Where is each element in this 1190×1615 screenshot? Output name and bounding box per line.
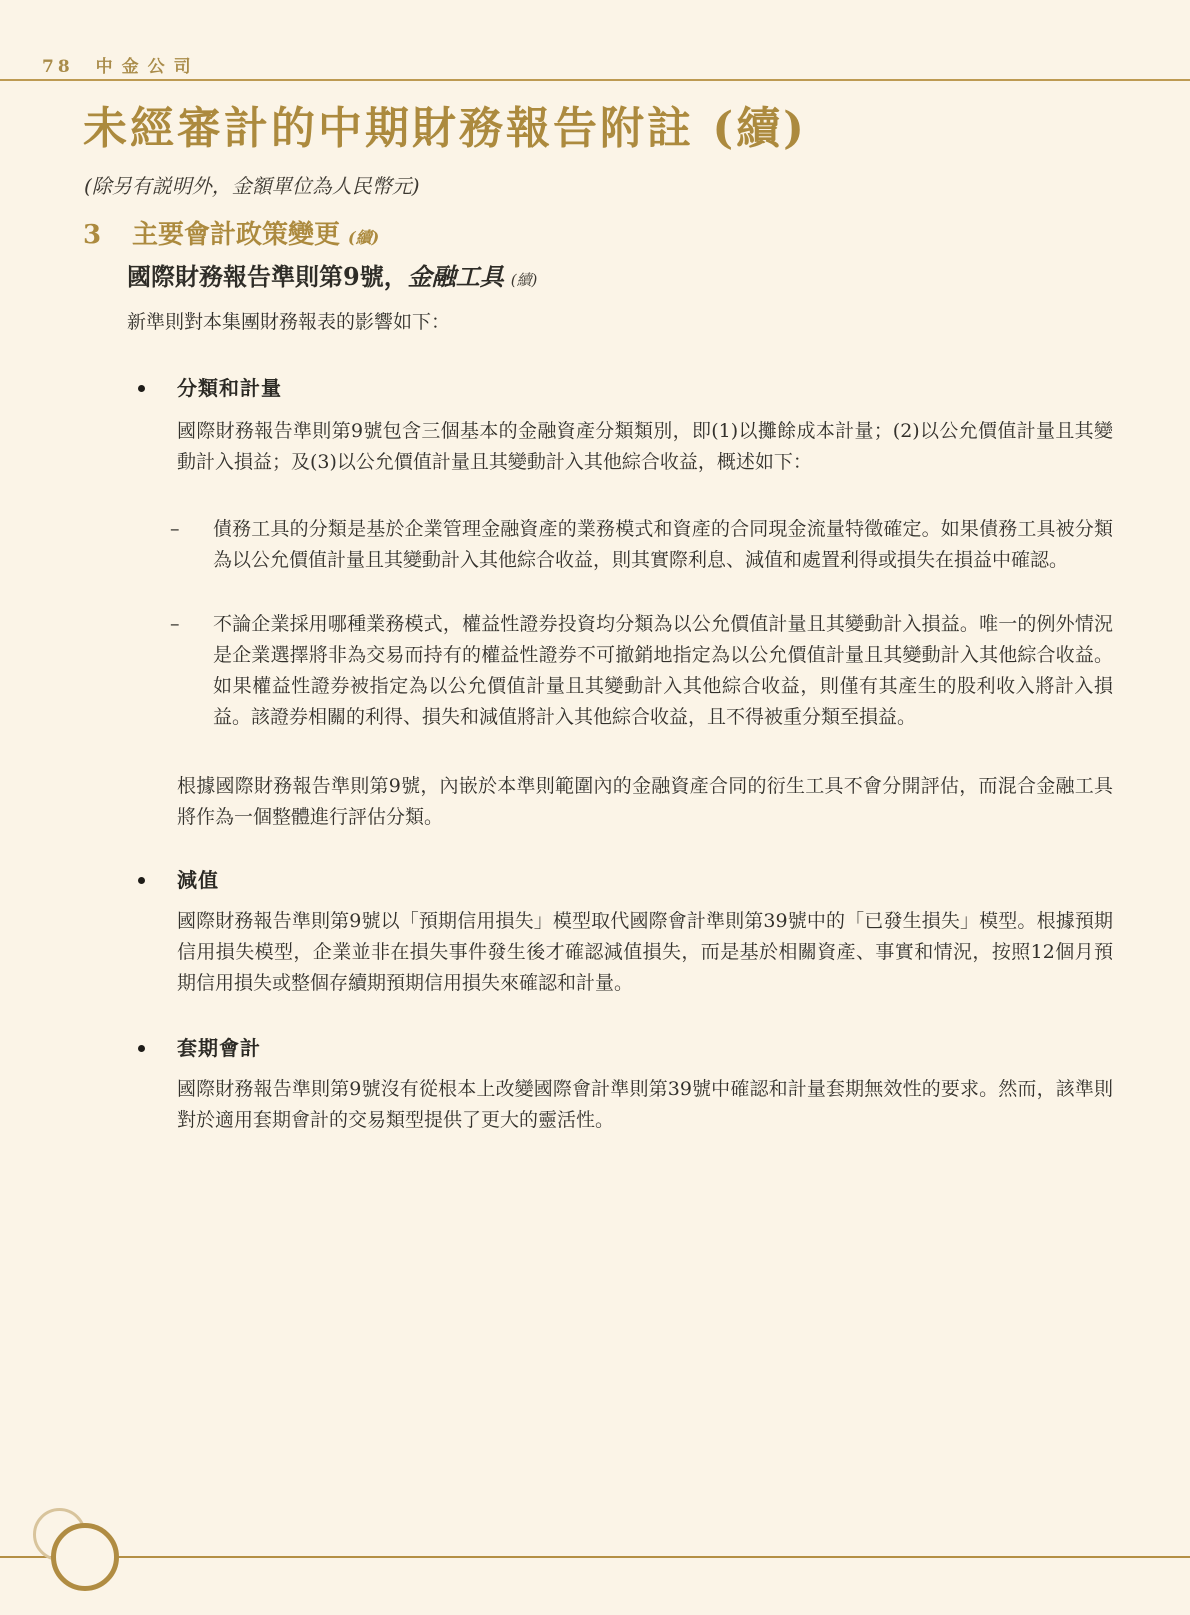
page-number: 78 [42,57,74,77]
section-continued-label: (續) [348,228,380,247]
bullet-icon [138,385,145,392]
subsection-title-regular: 國際財務報告準則第9號， [127,262,408,291]
dash-item-text: 債務工具的分類是基於企業管理金融資產的業務模式和資產的合同現金流量特徵確定。如果債務工具被分類為以公允價值計量且其變動計入其他綜合收益，則其實際利息、減值和處置利得或損失在損益中確認。 [213,518,1113,571]
dash-icon: – [170,613,180,635]
dash-item-debt-instruments [170,514,1113,576]
section-title: 主要會計政策變更 [132,220,341,250]
paragraph-impairment: 國際財務報告準則第9號以「預期信用損失」模型取代國際會計準則第39號中的「已發生損失」模型。根據預期信用損失模型，企業並非在損失事件發生後才確認減值損失，而是基於相關資產、事實和情況，按照12個月預期信用損失或整個存續期預期信用損失來確認和計量。 [177,910,1113,994]
currency-note: (除另有説明外，金額單位為人民幣元) [84,174,420,198]
subsection-heading [127,261,537,296]
dash-item-text: 不論企業採用哪種業務模式，權益性證券投資均分類為以公允價值計量且其變動計入損益。唯一的例外情況是企業選擇將非為交易而持有的權益性證券不可撤銷地指定為以公允價值計量且其變動計入其他綜合收益。如果權益性證券被指定為以公允價值計量且其變動計入其他綜合收益，則僅有其產生的股利收入將計入損益。該證券相關的利得、損失和減值將計入其他綜合收益，且不得被重分類至損益。 [213,613,1113,728]
bullet-icon [138,877,145,884]
bullet-heading-hedge-accounting: 套期會計 [177,1036,261,1060]
bullet-heading-impairment: 減值 [177,868,219,892]
intro-text: 新準則對本集團財務報表的影響如下： [127,311,451,333]
section-heading [83,218,379,255]
paragraph-hedge-accounting: 國際財務報告準則第9號沒有從根本上改變國際會計準則第39號中確認和計量套期無效性的要求。然而，該準則對於適用套期會計的交易類型提供了更大的靈活性。 [177,1078,1113,1131]
section-number: 3 [83,220,102,250]
subsection-title-italic: 金融工具 [407,262,504,291]
footer-rule [0,1556,1190,1558]
header-rule [0,79,1190,81]
dash-icon: – [170,518,180,540]
dash-item-equity-securities [170,609,1113,733]
company-name: 中金公司 [95,57,200,77]
document-title: 未經審計的中期財務報告附註 (續) [83,103,807,154]
bullet-icon [138,1045,145,1052]
decorative-circle-dark-icon [51,1523,119,1591]
bullet-heading-classification: 分類和計量 [177,376,282,400]
page-header [42,52,200,77]
paragraph-classification-closing: 根據國際財務報告準則第9號，內嵌於本準則範圍內的金融資產合同的衍生工具不會分開評估，而混合金融工具將作為一個整體進行評估分類。 [177,775,1113,828]
paragraph-classification-lead: 國際財務報告準則第9號包含三個基本的金融資產分類類別，即(1)以攤餘成本計量；(2)以公允價值計量且其變動計入損益；及(3)以公允價值計量且其變動計入其他綜合收益，概述如下： [177,420,1113,473]
subsection-continued-label: (續) [510,271,538,289]
